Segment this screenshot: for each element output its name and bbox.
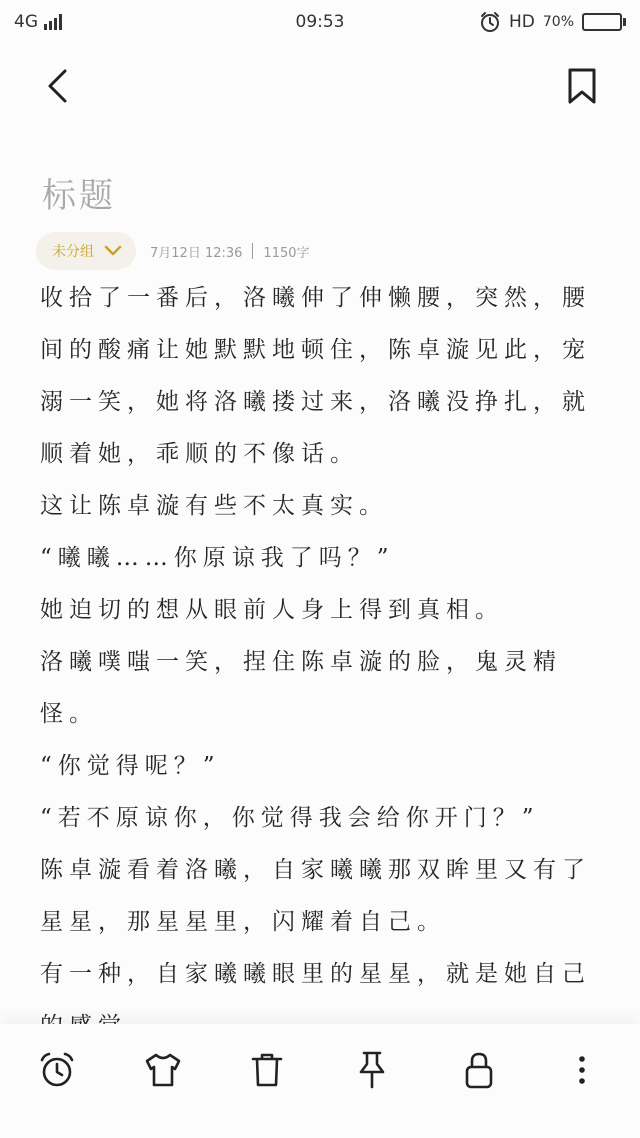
category-selector[interactable] (36, 232, 136, 270)
paragraph: 有一种，自家曦曦眼里的星星，就是她自己 (40, 961, 591, 987)
chevron-down-icon (104, 245, 122, 257)
paragraph: 洛曦噗嗤一笑，捏住陈卓漩的脸，鬼灵精怪。 (40, 649, 562, 727)
more-vertical-icon (577, 1054, 587, 1086)
reminder-button[interactable] (35, 1048, 79, 1092)
more-button[interactable] (560, 1048, 604, 1092)
chevron-left-icon (45, 68, 71, 104)
signal-icon (44, 14, 62, 30)
pin-button[interactable] (350, 1048, 394, 1092)
meta-info (150, 242, 310, 261)
tshirt-icon (143, 1052, 183, 1088)
bottom-toolbar (0, 1024, 640, 1138)
lock-button[interactable] (457, 1048, 501, 1092)
bookmark-icon (566, 68, 598, 104)
paragraph: “曦曦……你原谅我了吗？” (40, 545, 395, 571)
hd-badge: HD (509, 12, 535, 32)
category-label: 未分组 (52, 244, 94, 260)
note-date: 7月12日 12:36 (150, 245, 243, 261)
meta-divider (252, 243, 253, 259)
alarm-status-icon (479, 11, 501, 33)
battery-icon (582, 13, 626, 31)
battery-percent: 70% (542, 14, 574, 30)
note-meta (36, 232, 310, 270)
pin-icon (356, 1050, 388, 1090)
paragraph: 收拾了一番后，洛曦伸了伸懒腰，突然，腰间的酸痛让她默默地顿住，陈卓漩见此，宠溺一笑，她将洛曦搂过来，洛曦没挣扎，就顺着她，乖顺的不像话。 (40, 285, 591, 467)
bookmark-button[interactable] (560, 64, 604, 108)
paragraph: 陈卓漩看着洛曦，自家曦曦那双眸里又有了星星，那星星里，闪耀着自己。 (40, 857, 591, 935)
status-icons (479, 11, 626, 33)
status-bar (0, 0, 640, 44)
theme-button[interactable] (141, 1048, 185, 1092)
word-count: 1150字 (263, 245, 310, 261)
top-bar (0, 56, 640, 120)
paragraph: “若不原谅你，你觉得我会给你开门？” (40, 805, 540, 831)
network-indicator (14, 12, 62, 32)
paragraph: “你觉得呢？” (40, 753, 221, 779)
alarm-clock-icon (38, 1051, 76, 1089)
paragraph: 这让陈卓漩有些不太真实。 (40, 493, 388, 519)
network-type: 4G (14, 12, 38, 32)
clock: 09:53 (295, 12, 345, 32)
trash-icon (250, 1051, 284, 1089)
note-body[interactable] (40, 272, 610, 1024)
lock-icon (463, 1050, 495, 1090)
delete-button[interactable] (245, 1048, 289, 1092)
paragraph: 她迫切的想从眼前人身上得到真相。 (40, 597, 504, 623)
note-title[interactable]: 标题 (42, 176, 116, 216)
back-button[interactable] (36, 64, 80, 108)
